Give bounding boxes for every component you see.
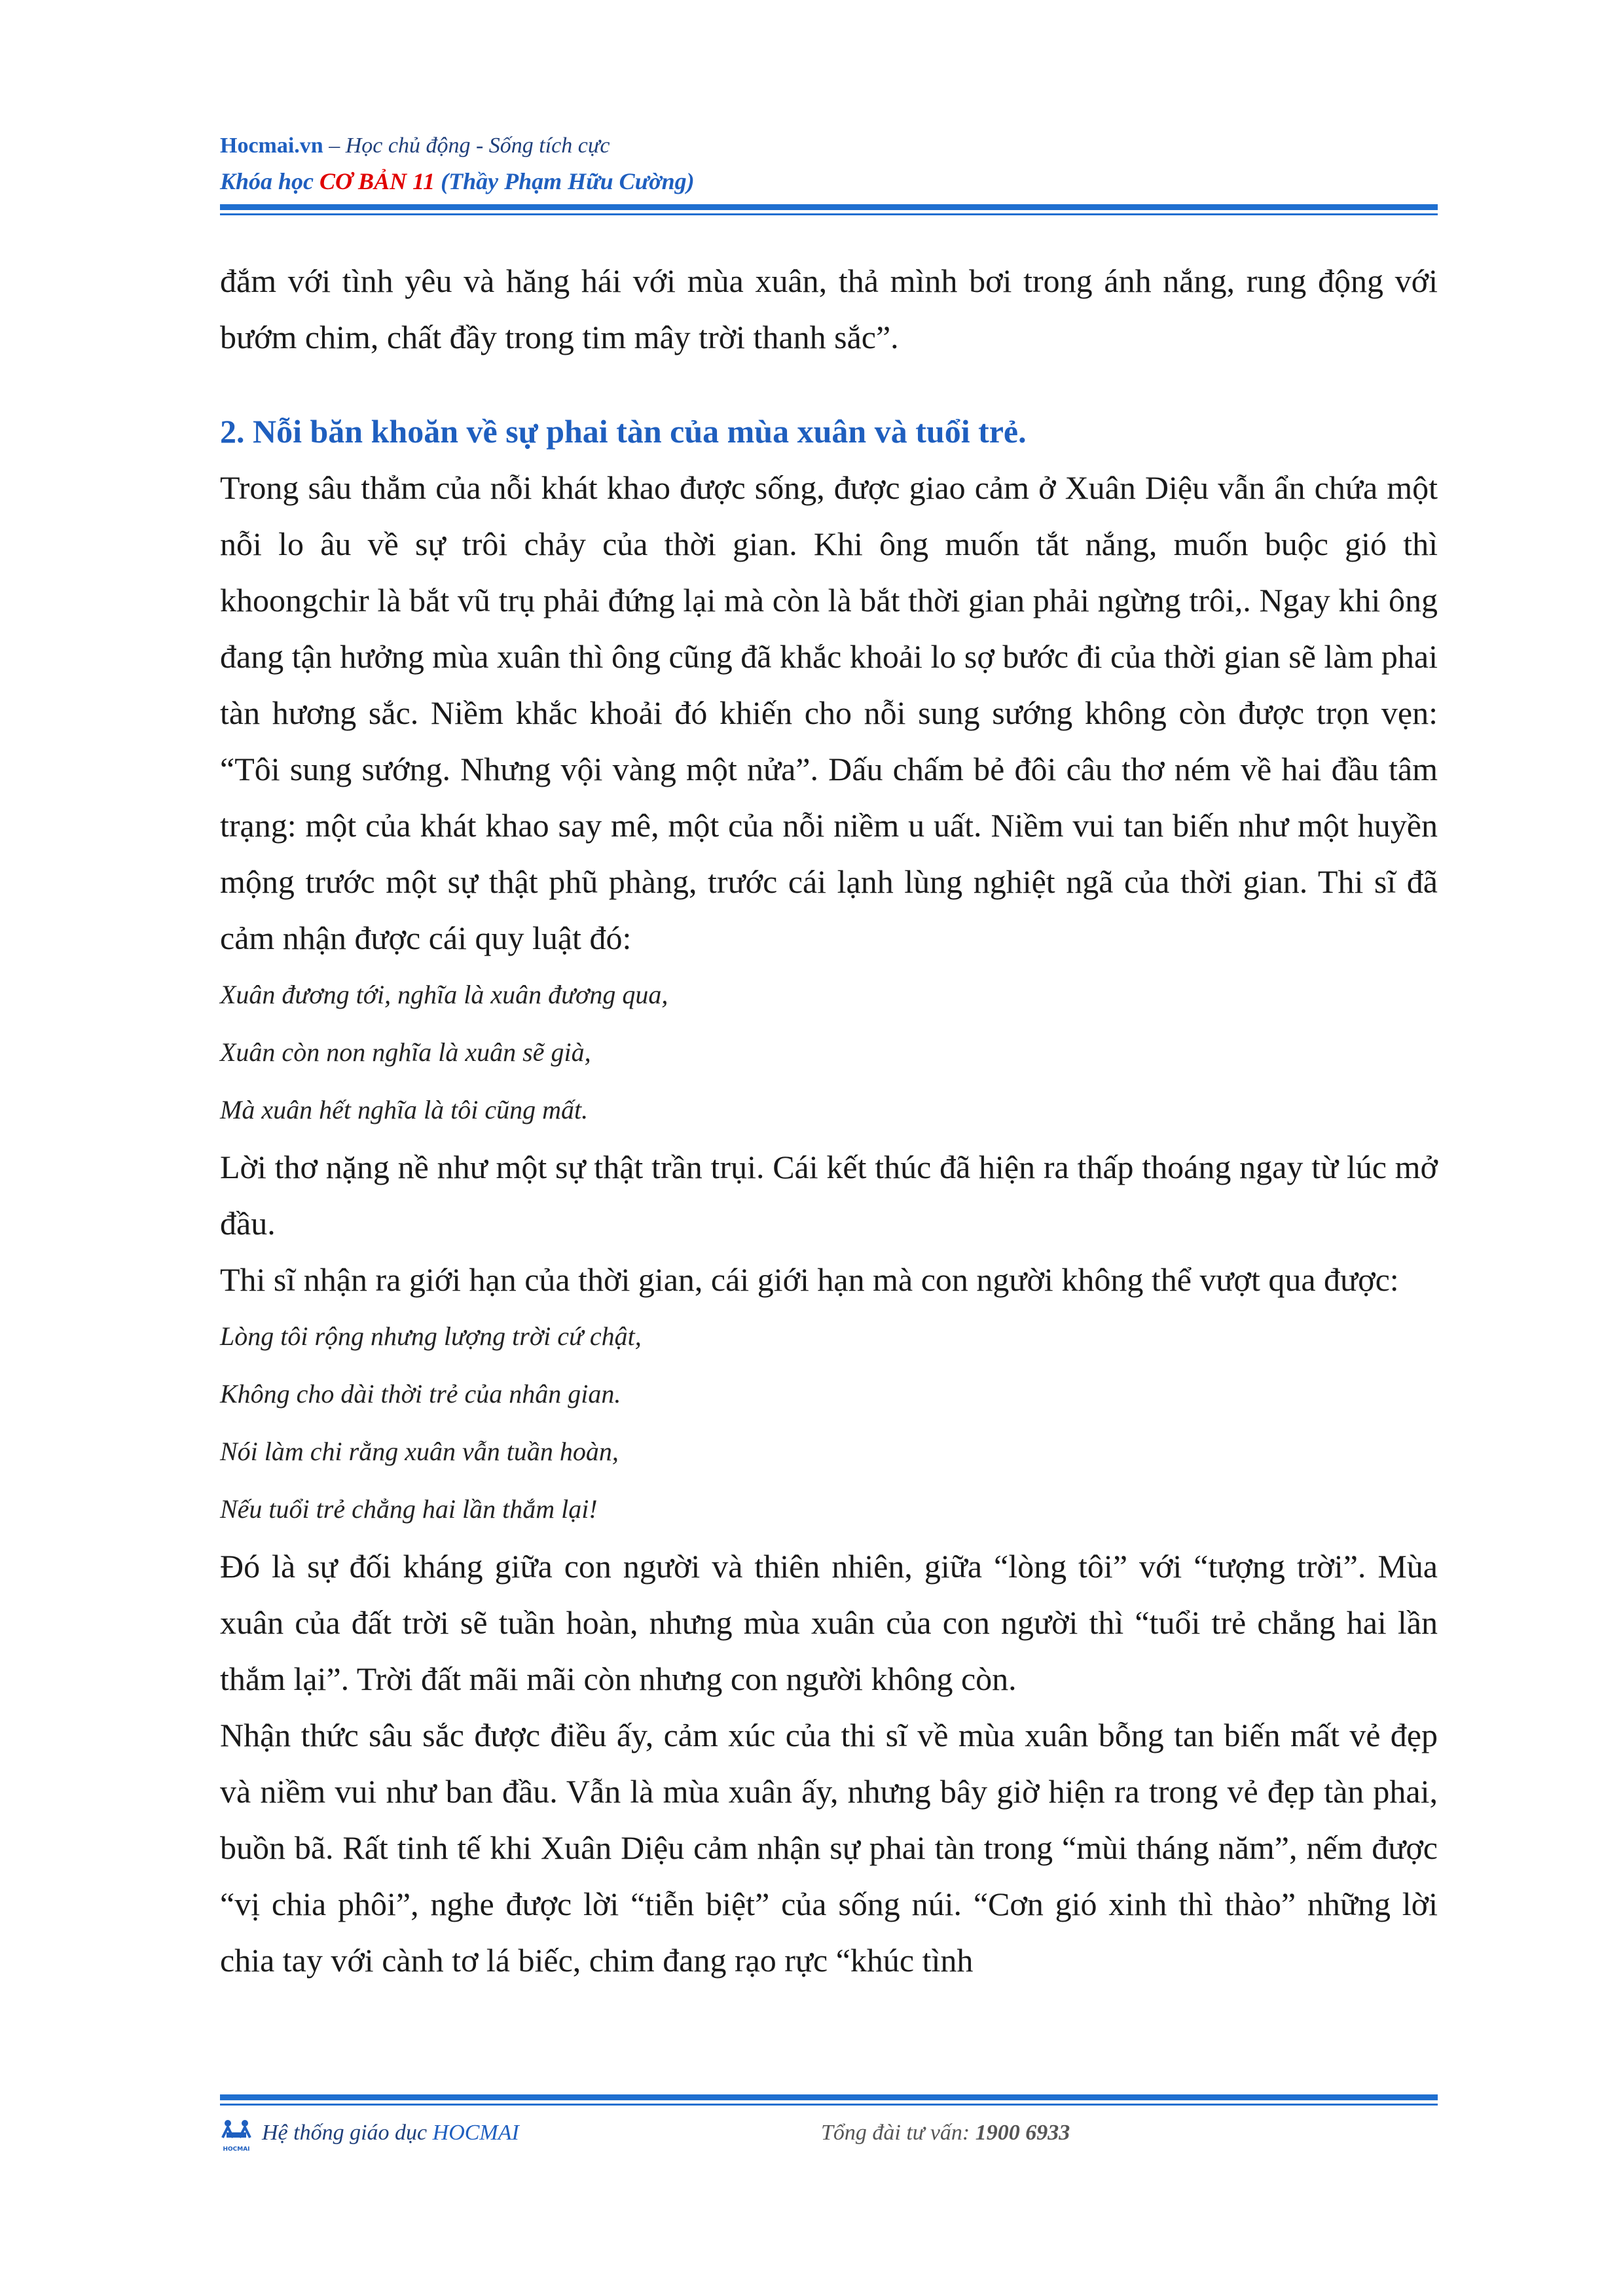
page-header <box>220 128 1438 199</box>
paragraph-3: Thi sĩ nhận ra giới hạn của thời gian, cái giới hạn mà con người không thể vượt qua được: <box>220 1261 1399 1298</box>
system-brand: HOCMAI <box>432 2121 519 2145</box>
verse-line: Nếu tuổi trẻ chẳng hai lần thắm lại! <box>220 1494 598 1524</box>
hocmai-logo-icon <box>220 2118 253 2155</box>
verse-line: Nói làm chi rằng xuân vẫn tuần hoàn, <box>220 1437 619 1466</box>
main-content <box>220 253 1438 1988</box>
footer-divider <box>220 2094 1438 2106</box>
footer-hotline <box>821 2121 1070 2145</box>
paragraph-5: Nhận thức sâu sắc được điều ấy, cảm xúc của thi sĩ về mùa xuân bỗng tan biến mất vẻ đẹp và niềm vui như ban đầu. Vẫn là mùa xuân ấy, nhưng bây giờ hiện ra trong vẻ đẹp tàn phai, buồn bã. Rất tinh tế khi Xuân Diệu cảm nhận sự phai tàn trong “mùi tháng năm”, nếm được “vị chia phôi”, nghe được lời “tiễn biệt” của sống núi. “Cơn gió xinh thì thào” những lời chia tay với cành tơ lá biếc, chim đang rạo rực “khúc tình <box>220 1717 1438 1979</box>
footer-system <box>262 2121 519 2145</box>
paragraph-1: Trong sâu thẳm của nỗi khát khao được sống, được giao cảm ở Xuân Diệu vẫn ẩn chứa một nỗi lo âu về sự trôi chảy của thời gian. Khi ông muốn tắt nắng, muốn buộc gió thì khoongchir là bắt vũ trụ phải đứng lại mà còn là bắt thời gian phải ngừng trôi,. Ngay khi ông đang tận hưởng mùa xuân thì ông cũng đã khắc khoải lo sợ bước đi của thời gian sẽ làm phai tàn hương sắc. Niềm khắc khoải đó khiến cho nỗi sung sướng không còn được trọn vẹn: “Tôi sung sướng. Nhưng vội vàng một nửa”. Dấu chấm bẻ đôi câu thơ ném về hai đầu tâm trạng: một của khát khao say mê, một của nỗi niềm u uất. Niềm vui tan biến như một huyền mộng trước một sự thật phũ phàng, trước cái lạnh lùng nghiệt ngã của thời gian. Thi sĩ đã cảm nhận được cái quy luật đó: <box>220 469 1438 956</box>
course-name: CƠ BẢN 11 <box>319 168 435 194</box>
tagline: – Học chủ động - Sống tích cực <box>323 134 610 158</box>
course-title <box>220 164 1438 199</box>
header-tagline-line <box>220 128 1438 164</box>
hotline-label: Tổng đài tư vấn: <box>821 2121 976 2145</box>
header-divider <box>220 204 1438 215</box>
page-footer <box>220 2118 1438 2157</box>
paragraph-2: Lời thơ nặng nề như một sự thật trần trụi. Cái kết thúc đã hiện ra thấp thoáng ngay từ lúc mở đầu. <box>220 1149 1438 1242</box>
section-heading: 2. Nỗi băn khoăn về sự phai tàn của mùa xuân và tuổi trẻ. <box>220 413 1027 450</box>
verse-line: Xuân đương tới, nghĩa là xuân đương qua, <box>220 980 668 1009</box>
hotline-number: 1900 6933 <box>975 2121 1070 2145</box>
verse-line: Lòng tôi rộng nhưng lượng trời cứ chật, <box>220 1321 642 1351</box>
verse-line: Mà xuân hết nghĩa là tôi cũng mất. <box>220 1095 589 1124</box>
verse-line: Xuân còn non nghĩa là xuân sẽ già, <box>220 1037 591 1067</box>
paragraph-4: Đó là sự đối kháng giữa con người và thiên nhiên, giữa “lòng tôi” với “tượng trời”. Mùa xuân của đất trời sẽ tuần hoàn, nhưng mùa xuân của con người thì “tuổi trẻ chẳng hai lần thắm lại”. Trời đất mãi mãi còn nhưng con người không còn. <box>220 1548 1438 1697</box>
teacher-name: (Thầy Phạm Hữu Cường) <box>435 168 695 194</box>
brand-name: Hocmai.vn <box>220 134 323 158</box>
course-prefix: Khóa học <box>220 168 320 194</box>
system-label: Hệ thống giáo dục <box>262 2121 433 2145</box>
verse-line: Không cho dài thời trẻ của nhân gian. <box>220 1379 621 1408</box>
lead-paragraph: đắm với tình yêu và hăng hái với mùa xuân, thả mình bơi trong ánh nắng, rung động với bướm chim, chất đầy trong tim mây trời thanh sắc”. <box>220 262 1438 355</box>
logo-text: HOCMAI <box>223 2146 250 2153</box>
